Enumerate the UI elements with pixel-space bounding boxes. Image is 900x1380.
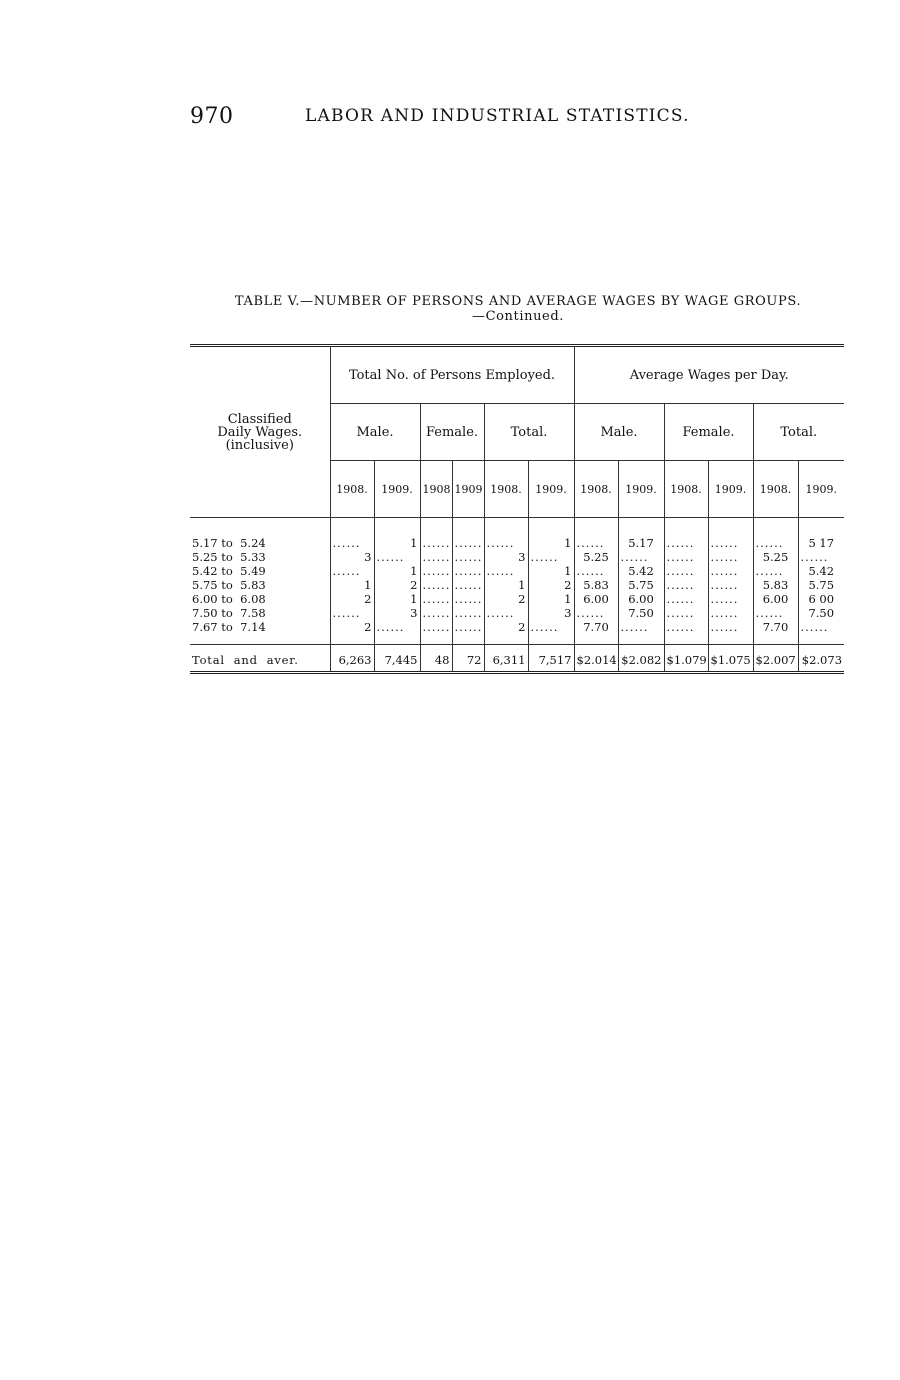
empty-cell <box>452 592 484 606</box>
total-cell: 72 <box>452 645 484 673</box>
year-header: 1909. <box>528 461 574 518</box>
persons-cell: 1 <box>484 578 528 592</box>
subheader-female: Female. <box>664 404 753 461</box>
row-header-cell <box>190 346 330 518</box>
table-title-main: TABLE V.—NUMBER OF PERSONS AND AVERAGE WAGES BY WAGE GROUPS. <box>234 294 802 309</box>
wage-cell: 5.17 <box>618 536 664 550</box>
wage-cell: 5.83 <box>753 578 798 592</box>
total-cell: $2.007 <box>753 645 798 673</box>
empty-cell <box>528 550 574 564</box>
empty-cell <box>708 550 753 564</box>
wage-class-label: 5.25 to 5.33 <box>192 550 266 564</box>
empty-cell <box>753 564 798 578</box>
empty-cell <box>753 536 798 550</box>
spacer-cell <box>574 634 618 645</box>
year-header: 1908. <box>330 461 374 518</box>
wage-cell: 5.25 <box>753 550 798 564</box>
empty-cell <box>420 564 452 578</box>
empty-cell <box>574 606 618 620</box>
wage-cell: 5.75 <box>798 578 844 592</box>
empty-cell <box>420 592 452 606</box>
persons-cell: 2 <box>484 592 528 606</box>
total-cell: $1.075 <box>708 645 753 673</box>
total-cell: $2.082 <box>618 645 664 673</box>
spacer-cell <box>618 518 664 537</box>
total-cell: $2.014 <box>574 645 618 673</box>
persons-cell: 2 <box>374 578 420 592</box>
empty-cell <box>420 620 452 634</box>
subheader-female: Female. <box>420 404 484 461</box>
persons-cell: 3 <box>330 550 374 564</box>
total-cell: $2.073 <box>798 645 844 673</box>
persons-cell: 1 <box>374 564 420 578</box>
year-header: 1909 <box>452 461 484 518</box>
spacer-cell <box>753 518 798 537</box>
persons-cell: 3 <box>528 606 574 620</box>
spacer-cell <box>420 518 452 537</box>
wage-cell: 6.00 <box>574 592 618 606</box>
wage-cell: 6.00 <box>618 592 664 606</box>
year-header: 1908. <box>664 461 708 518</box>
total-cell: $1.079 <box>664 645 708 673</box>
year-header: 1908. <box>753 461 798 518</box>
persons-cell: 1 <box>528 536 574 550</box>
empty-cell <box>452 620 484 634</box>
spacer-cell <box>190 518 330 537</box>
group-header-persons: Total No. of Persons Employed. <box>330 346 574 404</box>
empty-cell <box>374 550 420 564</box>
wage-cell: 7.50 <box>798 606 844 620</box>
empty-cell <box>664 536 708 550</box>
spacer-cell <box>420 634 452 645</box>
table-row <box>190 550 844 564</box>
empty-cell <box>664 550 708 564</box>
spacer-cell <box>753 634 798 645</box>
persons-cell: 1 <box>374 592 420 606</box>
empty-cell <box>452 536 484 550</box>
wage-class-label: 5.42 to 5.49 <box>192 564 266 578</box>
table-row <box>190 578 844 592</box>
spacer-cell <box>374 634 420 645</box>
row-header-line: Classified <box>227 411 292 427</box>
empty-cell <box>708 606 753 620</box>
total-label: Total and aver. <box>190 645 330 673</box>
spacer-row <box>190 518 844 537</box>
empty-cell <box>420 550 452 564</box>
total-cell: 7,445 <box>374 645 420 673</box>
empty-cell <box>452 564 484 578</box>
spacer-cell <box>330 634 374 645</box>
persons-cell: 2 <box>484 620 528 634</box>
wage-class-label: 7.50 to 7.58 <box>192 606 266 620</box>
empty-cell <box>420 606 452 620</box>
spacer-cell <box>330 518 374 537</box>
empty-cell <box>374 620 420 634</box>
empty-cell <box>484 536 528 550</box>
subheader-male: Male. <box>574 404 664 461</box>
empty-cell <box>664 578 708 592</box>
subheader-total: Total. <box>753 404 844 461</box>
spacer-row <box>190 634 844 645</box>
empty-cell <box>574 536 618 550</box>
year-header: 1908 <box>420 461 452 518</box>
empty-cell <box>574 564 618 578</box>
persons-cell: 2 <box>330 620 374 634</box>
empty-cell <box>664 564 708 578</box>
wage-class-label: 5.75 to 5.83 <box>192 578 266 592</box>
empty-cell <box>708 620 753 634</box>
persons-cell: 3 <box>374 606 420 620</box>
spacer-cell <box>484 634 528 645</box>
empty-cell <box>708 578 753 592</box>
empty-cell <box>452 550 484 564</box>
empty-cell <box>664 592 708 606</box>
empty-cell <box>484 606 528 620</box>
subheader-male: Male. <box>330 404 420 461</box>
wage-class-label: 6.00 to 6.08 <box>192 592 266 606</box>
spacer-cell <box>708 634 753 645</box>
table-title-continued: —Continued. <box>471 309 565 324</box>
empty-cell <box>753 606 798 620</box>
year-header: 1909. <box>708 461 753 518</box>
spacer-cell <box>528 634 574 645</box>
spacer-cell <box>574 518 618 537</box>
persons-cell: 3 <box>484 550 528 564</box>
spacer-cell <box>664 634 708 645</box>
table-row <box>190 606 844 620</box>
empty-cell <box>708 592 753 606</box>
spacer-cell <box>484 518 528 537</box>
table-row <box>190 536 844 550</box>
running-head: LABOR AND INDUSTRIAL STATISTICS. <box>305 106 690 126</box>
persons-cell: 2 <box>528 578 574 592</box>
spacer-cell <box>798 634 844 645</box>
wage-class-label: 5.17 to 5.24 <box>192 536 266 550</box>
persons-cell: 1 <box>330 578 374 592</box>
spacer-cell <box>708 518 753 537</box>
subheader-total: Total. <box>484 404 574 461</box>
wage-cell: 7.70 <box>574 620 618 634</box>
empty-cell <box>452 606 484 620</box>
wage-groups-table <box>190 344 844 674</box>
wage-cell: 5.42 <box>618 564 664 578</box>
empty-cell <box>420 578 452 592</box>
persons-cell: 2 <box>330 592 374 606</box>
empty-cell <box>330 536 374 550</box>
empty-cell <box>708 536 753 550</box>
spacer-cell <box>798 518 844 537</box>
empty-cell <box>664 606 708 620</box>
row-header-line: (inclusive) <box>225 437 294 453</box>
empty-cell <box>708 564 753 578</box>
wage-cell: 7.70 <box>753 620 798 634</box>
year-header: 1909. <box>798 461 844 518</box>
spacer-cell <box>452 634 484 645</box>
empty-cell <box>452 578 484 592</box>
total-cell: 6,263 <box>330 645 374 673</box>
year-header: 1908. <box>574 461 618 518</box>
wage-cell: 6 00 <box>798 592 844 606</box>
total-cell: 48 <box>420 645 452 673</box>
total-cell: 6,311 <box>484 645 528 673</box>
page-number: 970 <box>190 104 234 129</box>
spacer-cell <box>664 518 708 537</box>
row-header-line: Daily Wages. <box>217 424 303 440</box>
empty-cell <box>330 606 374 620</box>
empty-cell <box>798 550 844 564</box>
empty-cell <box>330 564 374 578</box>
wage-cell: 5 17 <box>798 536 844 550</box>
year-header: 1908. <box>484 461 528 518</box>
table-row <box>190 564 844 578</box>
year-header: 1909. <box>374 461 420 518</box>
group-header-wages: Average Wages per Day. <box>574 346 844 404</box>
wage-cell: 6.00 <box>753 592 798 606</box>
year-header: 1909. <box>618 461 664 518</box>
persons-cell: 1 <box>528 564 574 578</box>
table-title <box>190 294 846 324</box>
empty-cell <box>420 536 452 550</box>
empty-cell <box>664 620 708 634</box>
wage-cell: 7.50 <box>618 606 664 620</box>
empty-cell <box>618 620 664 634</box>
table-row <box>190 620 844 634</box>
spacer-cell <box>374 518 420 537</box>
empty-cell <box>528 620 574 634</box>
persons-cell: 1 <box>528 592 574 606</box>
wage-cell: 5.42 <box>798 564 844 578</box>
empty-cell <box>618 550 664 564</box>
spacer-cell <box>452 518 484 537</box>
table-row <box>190 592 844 606</box>
total-cell: 7,517 <box>528 645 574 673</box>
spacer-cell <box>618 634 664 645</box>
spacer-cell <box>528 518 574 537</box>
empty-cell <box>484 564 528 578</box>
total-row <box>190 645 844 673</box>
wage-cell: 5.75 <box>618 578 664 592</box>
wage-cell: 5.83 <box>574 578 618 592</box>
persons-cell: 1 <box>374 536 420 550</box>
spacer-cell <box>190 634 330 645</box>
wage-cell: 5.25 <box>574 550 618 564</box>
empty-cell <box>798 620 844 634</box>
header-row-groups <box>190 346 844 404</box>
wage-class-label: 7.67 to 7.14 <box>192 620 266 634</box>
